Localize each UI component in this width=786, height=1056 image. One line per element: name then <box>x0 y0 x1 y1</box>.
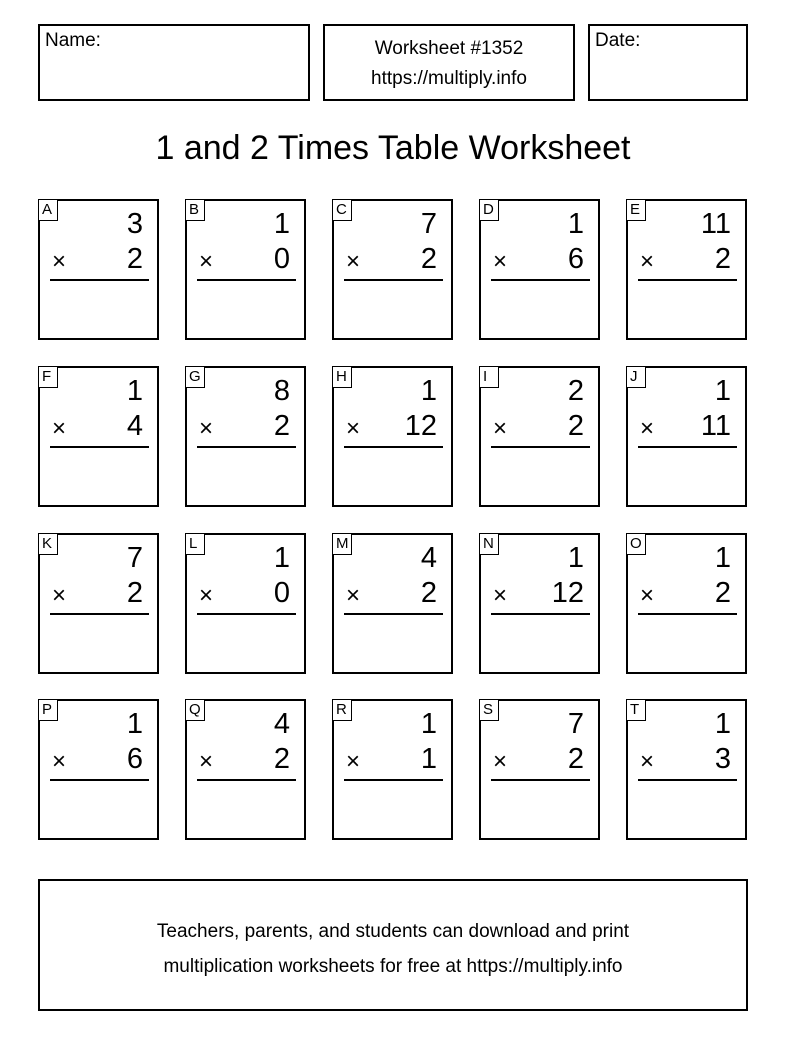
answer-line <box>197 446 296 448</box>
answer-line <box>491 446 590 448</box>
answer-line <box>491 613 590 615</box>
answer-line <box>197 613 296 615</box>
problem-card[interactable] <box>332 199 453 340</box>
bottom-factor: 2 <box>273 410 290 442</box>
problem-letter: K <box>38 533 58 555</box>
times-icon: × <box>199 415 214 442</box>
top-factor: 1 <box>714 375 731 407</box>
problem-card[interactable] <box>332 699 453 840</box>
answer-line <box>638 279 737 281</box>
answer-line <box>638 613 737 615</box>
top-factor: 1 <box>567 208 584 240</box>
times-icon: × <box>640 748 655 775</box>
top-factor: 1 <box>714 708 731 740</box>
problem-letter: P <box>38 699 58 721</box>
answer-line <box>491 779 590 781</box>
times-icon: × <box>52 248 67 275</box>
problem-letter: M <box>332 533 352 555</box>
times-icon: × <box>640 582 655 609</box>
problem-letter: T <box>626 699 646 721</box>
times-icon: × <box>493 248 508 275</box>
problem-card[interactable] <box>185 533 306 674</box>
top-factor: 8 <box>273 375 290 407</box>
top-factor: 2 <box>567 375 584 407</box>
problem-letter: I <box>479 366 499 388</box>
answer-line <box>491 279 590 281</box>
bottom-factor: 2 <box>567 410 584 442</box>
problem-letter: Q <box>185 699 205 721</box>
top-factor: 1 <box>273 542 290 574</box>
bottom-factor: 6 <box>126 743 143 775</box>
top-factor: 7 <box>126 542 143 574</box>
problem-letter: C <box>332 199 352 221</box>
top-factor: 1 <box>126 375 143 407</box>
bottom-factor: 12 <box>551 577 584 609</box>
problem-card[interactable] <box>332 366 453 507</box>
times-icon: × <box>346 415 361 442</box>
bottom-factor: 4 <box>126 410 143 442</box>
answer-line <box>50 779 149 781</box>
bottom-factor: 2 <box>126 243 143 275</box>
times-icon: × <box>199 248 214 275</box>
times-icon: × <box>346 248 361 275</box>
problem-card[interactable] <box>479 199 600 340</box>
bottom-factor: 0 <box>273 243 290 275</box>
top-factor: 7 <box>420 208 437 240</box>
top-factor: 7 <box>567 708 584 740</box>
answer-line <box>197 779 296 781</box>
times-icon: × <box>493 748 508 775</box>
bottom-factor: 2 <box>714 577 731 609</box>
date-label: Date: <box>595 30 641 51</box>
answer-line <box>50 279 149 281</box>
bottom-factor: 12 <box>404 410 437 442</box>
times-icon: × <box>493 415 508 442</box>
answer-line <box>50 446 149 448</box>
bottom-factor: 2 <box>714 243 731 275</box>
times-icon: × <box>640 415 655 442</box>
top-factor: 1 <box>714 542 731 574</box>
problem-card[interactable] <box>479 366 600 507</box>
answer-line <box>197 279 296 281</box>
problem-letter: L <box>185 533 205 555</box>
worksheet-info-box <box>323 24 575 101</box>
times-icon: × <box>346 748 361 775</box>
problem-card[interactable] <box>185 199 306 340</box>
worksheet-number: Worksheet #1352 <box>374 38 524 59</box>
problem-letter: S <box>479 699 499 721</box>
times-icon: × <box>199 748 214 775</box>
problem-card[interactable] <box>38 199 159 340</box>
answer-line <box>344 613 443 615</box>
name-box[interactable] <box>38 24 310 101</box>
problem-card[interactable] <box>626 366 747 507</box>
problem-card[interactable] <box>38 366 159 507</box>
answer-line <box>638 779 737 781</box>
bottom-factor: 1 <box>420 743 437 775</box>
bottom-factor: 6 <box>567 243 584 275</box>
problem-letter: A <box>38 199 58 221</box>
problem-letter: H <box>332 366 352 388</box>
bottom-factor: 2 <box>126 577 143 609</box>
top-factor: 4 <box>273 708 290 740</box>
top-factor: 3 <box>126 208 143 240</box>
problem-letter: B <box>185 199 205 221</box>
bottom-factor: 2 <box>420 243 437 275</box>
bottom-factor: 2 <box>420 577 437 609</box>
problem-letter: J <box>626 366 646 388</box>
answer-line <box>50 613 149 615</box>
times-icon: × <box>52 748 67 775</box>
problem-card[interactable] <box>185 366 306 507</box>
top-factor: 1 <box>420 708 437 740</box>
site-url: https://multiply.info <box>371 68 527 89</box>
footer-line-1: Teachers, parents, and students can download and print <box>156 921 630 942</box>
times-icon: × <box>346 582 361 609</box>
bottom-factor: 0 <box>273 577 290 609</box>
top-factor: 1 <box>567 542 584 574</box>
problem-card[interactable] <box>332 533 453 674</box>
problem-card[interactable] <box>38 699 159 840</box>
answer-line <box>344 279 443 281</box>
footer-line-2: multiplication worksheets for free at https://multiply.info <box>163 956 623 977</box>
problem-card[interactable] <box>479 699 600 840</box>
problem-card[interactable] <box>479 533 600 674</box>
times-icon: × <box>493 582 508 609</box>
name-label: Name: <box>45 30 101 51</box>
times-icon: × <box>52 415 67 442</box>
problem-card[interactable] <box>38 533 159 674</box>
problem-card[interactable] <box>185 699 306 840</box>
bottom-factor: 11 <box>700 410 731 442</box>
top-factor: 1 <box>126 708 143 740</box>
bottom-factor: 2 <box>273 743 290 775</box>
problem-card[interactable] <box>626 533 747 674</box>
problem-card[interactable] <box>626 699 747 840</box>
problem-letter: D <box>479 199 499 221</box>
answer-line <box>344 446 443 448</box>
times-icon: × <box>52 582 67 609</box>
answer-line <box>344 779 443 781</box>
problem-letter: N <box>479 533 499 555</box>
problem-letter: O <box>626 533 646 555</box>
top-factor: 11 <box>700 208 731 240</box>
problem-letter: R <box>332 699 352 721</box>
times-icon: × <box>199 582 214 609</box>
problem-letter: E <box>626 199 646 221</box>
footer-box <box>38 879 748 1011</box>
top-factor: 1 <box>420 375 437 407</box>
top-factor: 1 <box>273 208 290 240</box>
problem-letter: G <box>185 366 205 388</box>
times-icon: × <box>640 248 655 275</box>
top-factor: 4 <box>420 542 437 574</box>
date-box[interactable] <box>588 24 748 101</box>
answer-line <box>638 446 737 448</box>
bottom-factor: 3 <box>714 743 731 775</box>
problem-card[interactable] <box>626 199 747 340</box>
bottom-factor: 2 <box>567 743 584 775</box>
page-title: 1 and 2 Times Table Worksheet <box>155 129 631 167</box>
problem-letter: F <box>38 366 58 388</box>
